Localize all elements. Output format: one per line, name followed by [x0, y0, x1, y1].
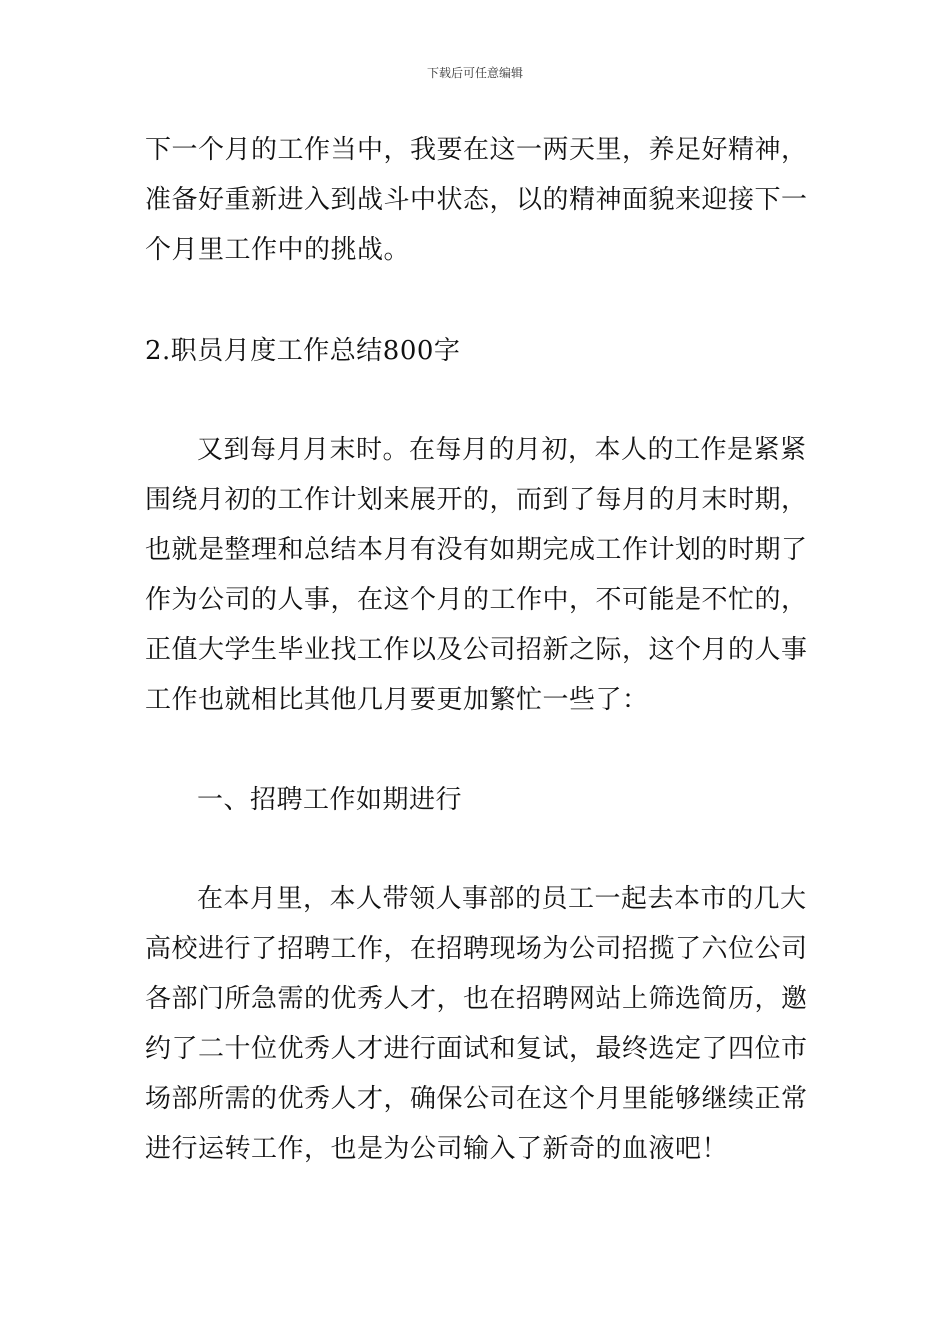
paragraph-line: 又到每月月末时。在每月的月初，本人的工作是紧紧 — [197, 435, 807, 465]
section-heading: 2.职员月度工作总结800字 — [145, 336, 461, 366]
paragraph-line: 作为公司的人事，在这个月的工作中，不可能是不忙的， — [145, 585, 808, 615]
paragraph-line: 下一个月的工作当中，我要在这一两天里，养足好精神， — [145, 135, 808, 165]
paragraph-line: 个月里工作中的挑战。 — [145, 235, 411, 265]
paragraph-line: 也就是整理和总结本月有没有如期完成工作计划的时期了 — [145, 535, 808, 565]
paragraph-line: 各部门所急需的优秀人才，也在招聘网站上筛选简历，邀 — [145, 984, 808, 1014]
paragraph-line: 正值大学生毕业找工作以及公司招新之际，这个月的人事 — [145, 635, 808, 665]
paragraph-line: 进行运转工作，也是为公司输入了新奇的血液吧！ — [145, 1134, 729, 1164]
paragraph-line: 围绕月初的工作计划来展开的，而到了每月的月末时期， — [145, 485, 808, 515]
paragraph-line: 准备好重新进入到战斗中状态，以的精神面貌来迎接下一 — [145, 185, 808, 215]
paragraph-line: 场部所需的优秀人才，确保公司在这个月里能够继续正常 — [145, 1084, 808, 1114]
page-header-note: 下载后可任意编辑 — [426, 66, 523, 80]
paragraph-line: 工作也就相比其他几月要更加繁忙一些了： — [145, 685, 649, 715]
paragraph-line: 约了二十位优秀人才进行面试和复试，最终选定了四位市 — [145, 1034, 808, 1064]
paragraph-line: 在本月里，本人带领人事部的员工一起去本市的几大 — [197, 884, 807, 914]
paragraph-line: 高校进行了招聘工作，在招聘现场为公司招揽了六位公司 — [145, 934, 808, 964]
subsection-heading: 一、招聘工作如期进行 — [197, 785, 463, 815]
